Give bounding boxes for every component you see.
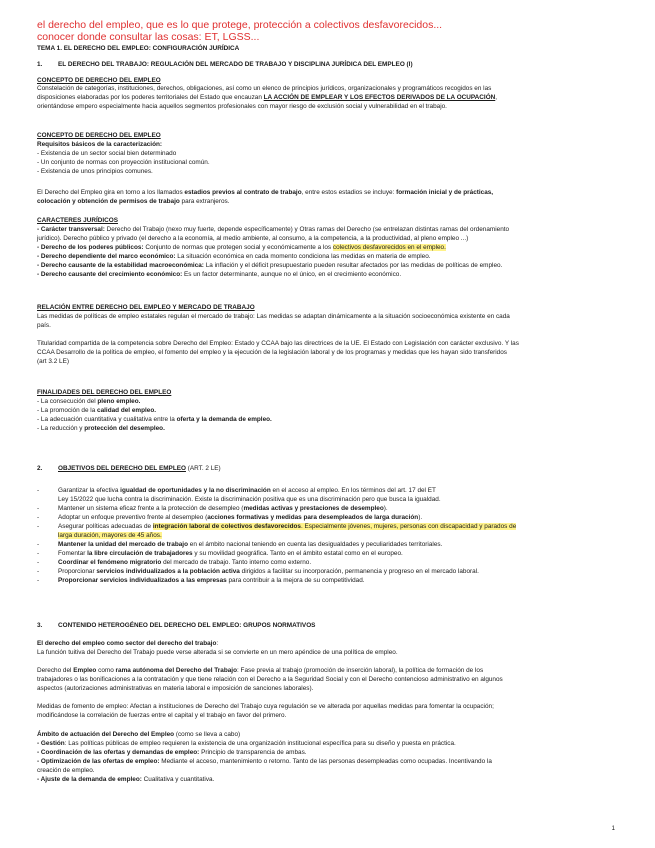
fomento-line2: modificándose la correlación de fuerzas entre el capital y el trabajo en favor del primero. [37, 712, 287, 719]
concepto-p-line2: disposiciones elaboradas por los poderes territoriales del Estado que encauzan LA ACCIÓN DE EMPLEAR Y LOS EFECTOS DERIVADOS DE LA OCUPACIÓN, [37, 94, 498, 101]
objetivo-4: Asegurar políticas adecuadas de integración laboral de colectivos desfavorecidos. Especialmente jóvenes, mujeres, personas con discapacidad y parados de [58, 523, 517, 530]
ambito-item-2: - Coordinación de las ofertas y demandas de empleo: Principio de transparencia de ambas. [37, 749, 307, 756]
objetivo-5: Mantener la unidad del mercado de trabajo en el ámbito nacional teniendo en cuenta las desigualdades y peculiaridades territoriales. [58, 541, 443, 548]
finalidad-item: - La reducción y protección del desempleo. [37, 425, 165, 432]
section-1-title: EL DERECHO DEL TRABAJO: REGULACIÓN DEL MERCADO DE TRABAJO Y DISCIPLINA JURÍDICA DEL EMPLEO (I) [58, 61, 413, 68]
ambito-heading: Ámbito de actuación del Derecho del Empleo (como se lleva a cabo) [37, 731, 241, 738]
sector-paragraph: La función tuitiva del Derecho del Trabajo puede verse alterada si se convierte en un mero apéndice de una política de empleo. [37, 649, 398, 656]
relacion-p2-line3: (art 3.2 LE) [37, 358, 69, 365]
rama-line1: Derecho del Empleo como rama autónoma del Derecho del Trabajo: Fase previa al trabajo (promoción de inserción laboral), la política de formación de los [37, 667, 484, 674]
fomento-line1: Medidas de fomento de empleo: Afectan a instituciones de Derecho del Trabajo cuya regulación se ve alterada por aquellas medidas para fomentar la ocupación; [37, 703, 494, 710]
caracter-item-4: - Derecho causante de la estabilidad macroeconómica: La inflación y el déficit presupuestario pueden resultar afectados por las medidas de políticas de empleo. [37, 262, 503, 269]
concepto-p-line3: orientándose empero especialmente hacia aquellos segmentos profesionales con mayor riesgo de exclusión social y vulnerabilidad en el trabajo. [37, 103, 447, 110]
relacion-p1-line2: país. [37, 322, 51, 329]
bullet-dash: - [37, 559, 40, 566]
finalidades-heading: FINALIDADES DEL DERECHO DEL EMPLEO [37, 389, 172, 396]
caracter-item-3: - Derecho dependiente del marco económico: La situación económica en cada momento condiciona las medidas en materia de empleo. [37, 253, 431, 260]
bullet-dash: - [37, 568, 40, 575]
rama-line3: aspectos (autorizaciones administrativas en materia laboral e imposición de sanciones laborales). [37, 685, 314, 692]
section-3-title: CONTENIDO HETEROGÉNEO DEL DERECHO DEL EMPLEO: GRUPOS NORMATIVOS [58, 622, 316, 629]
sector-heading: El derecho del empleo como sector del derecho del trabajo: [37, 640, 219, 647]
relacion-heading: RELACIÓN ENTRE DERECHO DEL EMPLEO Y MERCADO DE TRABAJO [37, 304, 255, 311]
requisito-item: - Existencia de un sector social bien determinado [37, 150, 177, 157]
bullet-dash: - [37, 523, 40, 530]
highlight: larga duración, mayores de 45 años. [58, 532, 162, 539]
requisitos-subheading: Requisitos básicos de la caracterización: [37, 141, 163, 148]
relacion-p2-line1: Titularidad compartida de la competencia sobre Derecho del Empleo: Estado y CCAA bajo las directrices de la UE. El Estado con Legislación con carácter exclusivo. Y las [37, 340, 519, 347]
objetivo-2: Mantener un sistema eficaz frente a la protección de desempleo (medidas activas y prestaciones de desempleo). [58, 505, 388, 512]
finalidad-item: - La consecución del pleno empleo. [37, 398, 141, 405]
finalidad-item: - La promoción de la calidad del empleo. [37, 407, 157, 414]
caracter-item-5: - Derecho causante del crecimiento económico: Es un factor determinante, aunque no el único, en el crecimiento económico. [37, 271, 402, 278]
requisito-item: - Existencia de unos principios comunes. [37, 168, 153, 175]
objetivo-9: Proporcionar servicios individualizados a las empresas para contribuir a la mejora de su competitividad. [58, 577, 365, 584]
caracter-item-2: - Derecho de los poderes públicos: Conjunto de normas que protegen social y económicamente a los colectivos desfavorecidos en el empleo. [37, 244, 446, 251]
finalidad-item: - La adecuación cuantitativa y cualitativa entre la oferta y la demanda de empleo. [37, 416, 272, 423]
tema-title: TEMA 1. EL DERECHO DEL EMPLEO: CONFIGURACIÓN JURÍDICA [37, 45, 240, 52]
rama-line2: trabajadores o las bonificaciones a la contratación y que tiene relación con el Derecho a la Seguridad Social y con el Derecho contencioso administrativo en algunos [37, 676, 503, 683]
caracter-item-1-line2: jurídico). Derecho público y privado (el derecho a la economía, al medio ambiente, al consumo, a la competencia, a la productividad, al pleno empleo ...) [37, 235, 469, 242]
highlight: colectivos desfavorecidos en el empleo. [332, 244, 446, 251]
relacion-p2-line2: CCAA Desarrollo de la política de empleo, el fomento del empleo y la ejecución de la legislación laboral y de los programas y medidas que les hayan sido transferidos [37, 349, 507, 356]
caracter-item-1: - Carácter transversal: Derecho del Trabajo (nexo muy fuerte, depende específicamente) y Otras ramas del Derecho (se entrelazan distintas ramas del ordenamiento [37, 226, 510, 233]
concepto-heading-1: CONCEPTO DE DERECHO DEL EMPLEO [37, 77, 161, 84]
objetivo-1-line2: Ley 15/2022 que lucha contra la discriminación. Existe la discriminación positiva que es una discriminación pero que busca la igualdad. [58, 496, 441, 503]
estadios-p-line2: colocación y obtención de permisos de trabajo para extranjeros. [37, 198, 230, 205]
page-number: 1 [611, 825, 615, 832]
concepto-emphasis: LA ACCIÓN DE EMPLEAR Y LOS EFECTOS DERIVADOS DE LA OCUPACIÓN [263, 94, 496, 101]
section-2-number: 2. [37, 465, 43, 472]
objetivo-8: Proporcionar servicios individualizados a la población activa dirigidos a facilitar su incorporación, permanencia y progreso en el mercado laboral. [58, 568, 479, 575]
concepto-heading-2: CONCEPTO DE DERECHO DEL EMPLEO [37, 132, 161, 139]
concepto-p-line1: Constelación de categorías, instituciones, derechos, obligaciones, así como un elenco de principios jurídicos, organizacionales y programáticos recogidos en las [37, 85, 492, 92]
bullet-dash: - [37, 550, 40, 557]
objetivo-3: Adoptar un enfoque preventivo frente al desempleo (acciones formativas y medidas para desempleados de larga duración). [58, 514, 423, 521]
bullet-dash: - [37, 577, 40, 584]
handwritten-note-1: el derecho del empleo, que es lo que protege, protección a colectivos desfavorecidos... [37, 19, 443, 31]
objetivo-4-line2 [58, 532, 162, 540]
caracteres-heading: CARACTERES JURÍDICOS [37, 217, 118, 224]
relacion-p1-line1: Las medidas de políticas de empleo estatales regulan el mercado de trabajo: Las medidas se adaptan dinámicamente a la situación socioeconómica existente en cada [37, 313, 510, 320]
section-1-number: 1. [37, 61, 43, 68]
ambito-item-1: - Gestión: Las políticas públicas de empleo requieren la existencia de una organización institucional específica para su diseño y puesta en práctica. [37, 740, 456, 747]
bullet-dash: - [37, 514, 40, 521]
ambito-item-4: - Ajuste de la demanda de empleo: Cualitativa y cuantitativa. [37, 776, 215, 783]
bullet-dash: - [37, 505, 40, 512]
objetivo-7: Coordinar el fenómeno migratorio del mercado de trabajo. Tanto interno como externo. [58, 559, 312, 566]
bullet-dash: - [37, 541, 40, 548]
requisito-item: - Un conjunto de normas con proyección institucional común. [37, 159, 210, 166]
ambito-item-3: - Optimización de las ofertas de empleo: Mediante el acceso, mantenimiento o retorno. Tanto de las personas desempleadas como ocupadas. Incentivando la [37, 758, 492, 765]
section-3-number: 3. [37, 622, 43, 629]
section-2-title: OBJETIVOS DEL DERECHO DEL EMPLEO (ART. 2 LE) [58, 465, 221, 472]
objetivo-1: Garantizar la efectiva igualdad de oportunidades y la no discriminación en el acceso al empleo. En los términos del art. 17 del ET [58, 487, 436, 494]
handwritten-note-2: conocer donde consultar las cosas: ET, LGSS... [37, 31, 260, 43]
bullet-dash: - [37, 487, 40, 494]
objetivo-6: Fomentar la libre circulación de trabajadores y su movilidad geográfica. Tanto en el ámbito estatal como en el europeo. [58, 550, 403, 557]
ambito-item-3-line2: creación de empleo. [37, 767, 95, 774]
estadios-p-line1: El Derecho del Empleo gira en torno a los llamados estadios previos al contrato de trabajo, entre estos estadios se incluye: formación inicial y de prácticas, [37, 189, 494, 196]
